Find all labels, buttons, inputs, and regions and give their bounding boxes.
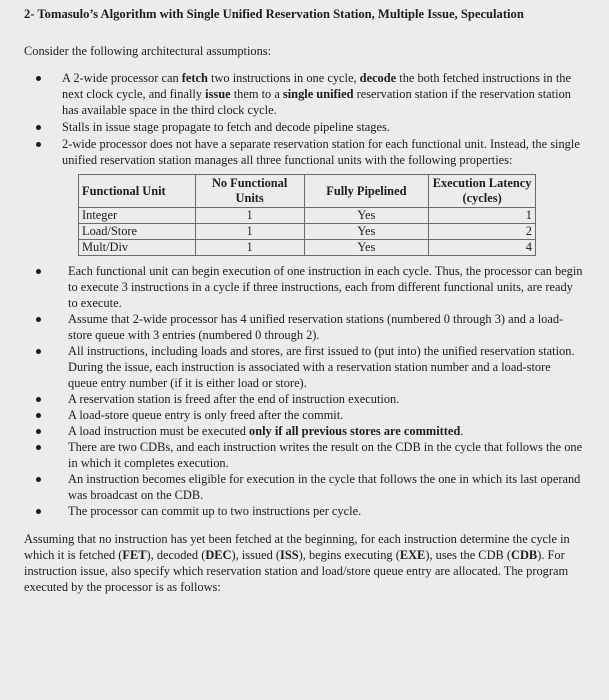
bold-text: EXE (399, 548, 426, 562)
rich-text (62, 71, 571, 117)
table-row (79, 208, 536, 224)
closing-paragraph (24, 531, 583, 595)
text-run: Assume that 2-wide processor has 4 unified reservation stations (numbered 0 through 3) and a load-store queue with 3 entries (numbered 0 through 2). (68, 312, 564, 342)
text-run: the both fetched instructions in the next clock cycle, and finally (62, 71, 571, 101)
assumption-list-bottom (24, 263, 583, 519)
bullet-icon (36, 76, 41, 81)
list-item (24, 136, 583, 168)
list-item (24, 407, 583, 423)
bullet-icon (36, 509, 41, 514)
table-cell: Mult/Div (79, 240, 196, 256)
text-run: There are two CDBs, and each instruction writes the result on the CDB in the cycle that follows the one in which it completes execution. (68, 440, 583, 470)
text-run: Assuming that no instruction has yet been fetched at the beginning, for each instruction determine the cycle in which it is fetched ( (24, 532, 570, 562)
list-item (24, 423, 583, 439)
table-cell: 4 (429, 240, 536, 256)
list-item (24, 343, 583, 391)
bold-text: DEC (205, 548, 232, 562)
bullet-icon (36, 413, 41, 418)
list-item (24, 503, 583, 519)
problem-title: 2- Tomasulo’s Algorithm with Single Unified Reservation Station, Multiple Issue, Speculation (24, 7, 524, 21)
bold-text: only if all previous stores are committed (249, 424, 461, 438)
bullet-icon (36, 429, 41, 434)
functional-unit-table (78, 174, 536, 256)
bold-text: issue (205, 87, 231, 101)
rich-text (62, 137, 580, 167)
table-cell: 1 (195, 240, 304, 256)
text-run: them to a (230, 87, 283, 101)
column-header: Execution Latency (cycles) (429, 175, 536, 208)
table-cell: Yes (304, 224, 429, 240)
table-cell: Load/Store (79, 224, 196, 240)
text-run: A load instruction must be executed (68, 424, 250, 438)
text-run: two instructions in one cycle, (207, 71, 360, 85)
column-header: Functional Unit (79, 175, 196, 208)
table-cell: Integer (79, 208, 196, 224)
intro-text: Consider the following architectural assumptions: (24, 44, 272, 58)
bullet-icon (36, 142, 41, 147)
table-cell: Yes (304, 208, 429, 224)
text-run: ), decoded ( (146, 548, 206, 562)
bold-text: decode (359, 71, 397, 85)
list-item (24, 471, 583, 503)
bold-text: fetch (181, 71, 208, 85)
bullet-icon (36, 477, 41, 482)
bullet-icon (36, 317, 41, 322)
bold-text: ISS (280, 548, 299, 562)
text-run: reservation station if the reservation station has available space in the third clock cycle. (62, 87, 571, 117)
rich-text (68, 312, 563, 342)
rich-text (68, 472, 580, 502)
bullet-icon (36, 269, 41, 274)
text-run: . (460, 424, 464, 438)
bold-text: single unified (282, 87, 354, 101)
table-row (79, 240, 536, 256)
rich-text (68, 408, 343, 422)
rich-text (68, 344, 575, 390)
text-run: ), issued ( (231, 548, 281, 562)
list-item (24, 119, 583, 135)
rich-text (68, 264, 583, 310)
text-run: 2-wide processor does not have a separate reservation station for each functional unit. Instead, the single unified reservation station manages all three functional units with the following properties: (62, 137, 580, 167)
text-run: All instructions, including loads and stores, are first issued to (put into) the unified reservation station. During the issue, each instruction is associated with a reservation station number and a load-store queue entry number (if it is either load or store). (68, 344, 575, 390)
column-header: No Functional Units (195, 175, 304, 208)
text-run: Stalls in issue stage propagate to fetch and decode pipeline stages. (62, 120, 390, 134)
bullet-icon (36, 349, 41, 354)
rich-text (68, 424, 463, 438)
rich-text (62, 120, 390, 134)
text-run: ), uses the CDB ( (425, 548, 512, 562)
table-row (79, 224, 536, 240)
table-cell: 1 (195, 208, 304, 224)
table-cell: Yes (304, 240, 429, 256)
assumption-list-top (24, 70, 583, 168)
table-header-row (79, 175, 536, 208)
bold-text: FET (122, 548, 147, 562)
list-item (24, 391, 583, 407)
list-item (24, 439, 583, 471)
bold-text: CDB (511, 548, 538, 562)
rich-text (68, 392, 399, 406)
bullet-icon (36, 397, 41, 402)
column-header: Fully Pipelined (304, 175, 429, 208)
table-cell: 2 (429, 224, 536, 240)
bullet-icon (36, 445, 41, 450)
list-item (24, 70, 583, 118)
text-run: A load-store queue entry is only freed after the commit. (68, 408, 344, 422)
text-run: An instruction becomes eligible for execution in the cycle that follows the one in which its last operand was broadcast on the CDB. (68, 472, 581, 502)
table-cell: 1 (195, 224, 304, 240)
text-run: A 2-wide processor can (62, 71, 182, 85)
text-run: A reservation station is freed after the end of instruction execution. (68, 392, 400, 406)
list-item (24, 263, 583, 311)
table-cell: 1 (429, 208, 536, 224)
list-item (24, 311, 583, 343)
text-run: The processor can commit up to two instructions per cycle. (68, 504, 362, 518)
rich-text (68, 504, 361, 518)
text-run: Each functional unit can begin execution of one instruction in each cycle. Thus, the processor can begin to execute 3 instructions in a cycle if three instructions, each from different functional units, are ready to execute. (68, 264, 583, 310)
text-run: ). For instruction issue, also specify which reservation station and load/store queue entry are allocated. The program executed by the processor is as follows: (24, 548, 569, 594)
rich-text (68, 440, 582, 470)
bullet-icon (36, 125, 41, 130)
text-run: ), begins executing ( (298, 548, 400, 562)
